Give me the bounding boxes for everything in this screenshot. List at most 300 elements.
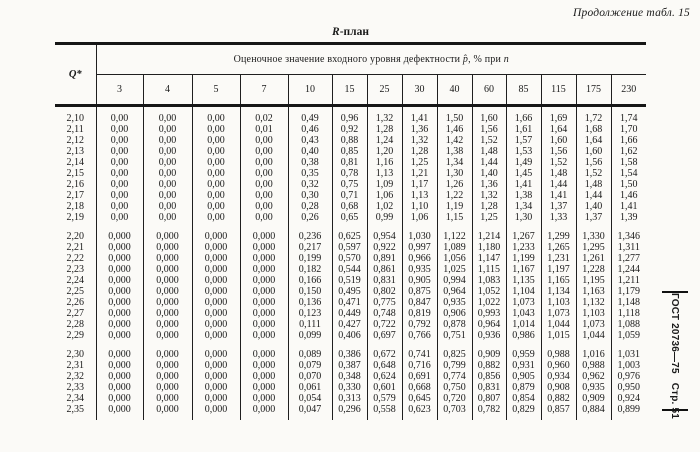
cell: 1,32 (402, 135, 437, 146)
cell: 1,48 (541, 168, 576, 179)
spacer-cell (55, 106, 96, 114)
cell: 1,211 (611, 275, 646, 286)
cell: 0,000 (96, 382, 143, 393)
n-column-header: 4 (143, 75, 192, 106)
cell: 0,00 (192, 190, 240, 201)
cell: 0,000 (192, 360, 240, 371)
cell: 1,38 (437, 146, 472, 157)
cell: 1,72 (576, 113, 611, 124)
cell: 0,570 (332, 253, 367, 264)
cell: 1,37 (541, 201, 576, 212)
cell: 0,624 (367, 371, 402, 382)
cell: 1,228 (576, 264, 611, 275)
cell: 1,25 (472, 212, 506, 223)
n-column-header: 10 (288, 75, 332, 106)
cell: 0,905 (402, 275, 437, 286)
cell: 0,000 (96, 231, 143, 242)
cell: 1,295 (576, 242, 611, 253)
table-row (55, 124, 646, 135)
spacer-cell (402, 341, 437, 349)
cell: 0,00 (240, 146, 288, 157)
cell: 1,195 (576, 275, 611, 286)
spacer-cell (96, 223, 143, 231)
q-value: 2,12 (66, 135, 84, 146)
spacer-cell (576, 223, 611, 231)
cell: 0,00 (192, 135, 240, 146)
cell: 1,044 (541, 319, 576, 330)
cell: 0,716 (402, 360, 437, 371)
cell: 0,75 (332, 179, 367, 190)
cell: 1,073 (541, 308, 576, 319)
cell: 1,056 (437, 253, 472, 264)
cell: 0,950 (611, 382, 646, 393)
cell: 1,179 (611, 286, 646, 297)
table-row (55, 231, 646, 242)
table-title-rest: -план (339, 26, 369, 38)
cell: 1,44 (541, 179, 576, 190)
cell: 0,751 (437, 330, 472, 341)
cell: 0,000 (240, 360, 288, 371)
q-value: 2,23 (66, 264, 84, 275)
table-title (55, 26, 646, 38)
cell: 1,06 (402, 212, 437, 223)
spacer-cell (332, 223, 367, 231)
cell: 0,000 (143, 371, 192, 382)
cell: 1,22 (437, 190, 472, 201)
cell: 0,123 (288, 308, 332, 319)
cell: 1,60 (472, 113, 506, 124)
cell: 0,150 (288, 286, 332, 297)
cell: 0,579 (367, 393, 402, 404)
q-value: 2,16 (66, 179, 84, 190)
cell: 1,104 (506, 286, 541, 297)
cell: 1,20 (367, 146, 402, 157)
spacer-cell (55, 223, 96, 231)
cell: 0,217 (288, 242, 332, 253)
cell: 1,199 (506, 253, 541, 264)
cell: 1,299 (541, 231, 576, 242)
table-row (55, 179, 646, 190)
cell: 1,24 (367, 135, 402, 146)
cell: 1,61 (506, 124, 541, 135)
cell: 0,000 (96, 371, 143, 382)
cell: 1,073 (506, 297, 541, 308)
cell: 1,330 (576, 231, 611, 242)
cell: 0,750 (437, 382, 472, 393)
cell: 0,136 (288, 297, 332, 308)
cell: 0,00 (240, 157, 288, 168)
cell: 0,597 (332, 242, 367, 253)
cell: 1,165 (541, 275, 576, 286)
table-row (55, 297, 646, 308)
spacer-cell (506, 106, 541, 114)
spacer-cell (541, 106, 576, 114)
cell: 1,103 (576, 308, 611, 319)
n-column-header: 15 (332, 75, 367, 106)
spacer-cell (240, 415, 288, 420)
cell: 0,00 (192, 157, 240, 168)
cell: 1,089 (437, 242, 472, 253)
cell: 0,099 (288, 330, 332, 341)
caption-mid: , % при (468, 54, 502, 65)
cell: 0,00 (96, 135, 143, 146)
cell: 0,906 (437, 308, 472, 319)
cell: 1,030 (402, 231, 437, 242)
cell: 0,000 (192, 286, 240, 297)
table-row (55, 360, 646, 371)
cell: 0,994 (437, 275, 472, 286)
q-value: 2,24 (66, 275, 84, 286)
cell: 1,44 (576, 190, 611, 201)
p-hat-symbol: p̂ (462, 54, 469, 65)
q-column-header: Q* (55, 44, 96, 106)
cell: 1,37 (576, 212, 611, 223)
spacer-cell (288, 106, 332, 114)
cell: 0,931 (506, 360, 541, 371)
cell: 0,697 (367, 330, 402, 341)
cell: 0,861 (367, 264, 402, 275)
cell: 1,28 (402, 146, 437, 157)
cell: 0,792 (402, 319, 437, 330)
spacer-cell (472, 415, 506, 420)
spacer-cell (367, 223, 402, 231)
cell: 0,000 (96, 253, 143, 264)
cell: 1,115 (472, 264, 506, 275)
cell: 0,875 (402, 286, 437, 297)
cell: 0,00 (240, 212, 288, 223)
cell: 0,000 (240, 319, 288, 330)
cell: 0,236 (288, 231, 332, 242)
cell: 1,10 (402, 201, 437, 212)
spacer-cell (611, 106, 646, 114)
cell: 1,45 (506, 168, 541, 179)
cell: 0,964 (472, 319, 506, 330)
cell: 0,766 (402, 330, 437, 341)
cell: 0,623 (402, 404, 437, 415)
cell: 0,079 (288, 360, 332, 371)
cell: 0,43 (288, 135, 332, 146)
cell: 1,50 (437, 113, 472, 124)
spacer-cell (240, 223, 288, 231)
cell: 1,46 (611, 190, 646, 201)
cell: 1,265 (541, 242, 576, 253)
cell: 0,935 (437, 297, 472, 308)
table-row (55, 113, 646, 124)
cell: 1,64 (576, 135, 611, 146)
cell: 1,32 (367, 113, 402, 124)
cell: 1,68 (576, 124, 611, 135)
n-column-header: 115 (541, 75, 576, 106)
cell: 0,000 (240, 231, 288, 242)
cell: 1,022 (472, 297, 506, 308)
q-value: 2,10 (66, 113, 84, 124)
q-value: 2,19 (66, 212, 84, 223)
cell: 0,000 (240, 330, 288, 341)
cell: 1,60 (576, 146, 611, 157)
cell: 0,782 (472, 404, 506, 415)
q-value: 2,29 (66, 330, 84, 341)
spacer-cell (96, 415, 143, 420)
cell: 0,000 (240, 382, 288, 393)
q-value: 2,11 (66, 124, 84, 135)
cell: 0,00 (143, 146, 192, 157)
cell: 0,88 (332, 135, 367, 146)
cell: 1,36 (402, 124, 437, 135)
n-column-header: 25 (367, 75, 402, 106)
spacer-cell (240, 106, 288, 114)
cell: 0,966 (402, 253, 437, 264)
cell: 0,558 (367, 404, 402, 415)
cell: 0,601 (367, 382, 402, 393)
cell: 0,054 (288, 393, 332, 404)
cell: 0,00 (143, 135, 192, 146)
cell: 0,748 (367, 308, 402, 319)
q-value: 2,32 (66, 371, 84, 382)
cell: 0,00 (192, 146, 240, 157)
q-value: 2,18 (66, 201, 84, 212)
spacer-cell (143, 106, 192, 114)
spacer-cell (288, 223, 332, 231)
span-caption (96, 44, 646, 75)
cell: 0,00 (96, 113, 143, 124)
cell: 1,180 (472, 242, 506, 253)
cell: 0,00 (96, 168, 143, 179)
cell: 0,00 (240, 201, 288, 212)
cell: 0,000 (240, 275, 288, 286)
cell: 0,000 (143, 330, 192, 341)
cell: 0,96 (332, 113, 367, 124)
cell: 0,960 (541, 360, 576, 371)
cell: 0,00 (96, 124, 143, 135)
cell: 0,856 (472, 371, 506, 382)
cell: 0,000 (143, 286, 192, 297)
cell: 0,00 (143, 190, 192, 201)
cell: 0,000 (192, 393, 240, 404)
cell: 1,48 (576, 179, 611, 190)
cell: 0,46 (288, 124, 332, 135)
spacer-cell (240, 341, 288, 349)
table-row (55, 135, 646, 146)
cell: 0,166 (288, 275, 332, 286)
cell: 1,69 (541, 113, 576, 124)
spacer-cell (541, 415, 576, 420)
gost-number: ГОСТ 20736—75 (669, 293, 680, 374)
cell: 0,85 (332, 146, 367, 157)
cell: 1,58 (611, 157, 646, 168)
cell: 1,52 (576, 168, 611, 179)
cell: 0,348 (332, 371, 367, 382)
cell: 0,997 (402, 242, 437, 253)
cell: 1,148 (611, 297, 646, 308)
n-column-header: 60 (472, 75, 506, 106)
cell: 1,70 (611, 124, 646, 135)
cell: 0,00 (143, 179, 192, 190)
spacer-cell (611, 341, 646, 349)
spacer-cell (192, 415, 240, 420)
cell: 0,00 (240, 190, 288, 201)
cell: 1,53 (506, 146, 541, 157)
cell: 0,313 (332, 393, 367, 404)
cell: 0,672 (367, 349, 402, 360)
n-column-header: 3 (96, 75, 143, 106)
cell: 0,648 (367, 360, 402, 371)
cell: 0,000 (96, 393, 143, 404)
q-value: 2,34 (66, 393, 84, 404)
cell: 1,25 (402, 157, 437, 168)
cell: 1,059 (611, 330, 646, 341)
cell: 1,32 (472, 190, 506, 201)
cell: 1,44 (472, 157, 506, 168)
cell: 0,00 (143, 201, 192, 212)
spacer-cell (288, 341, 332, 349)
cell: 0,000 (96, 308, 143, 319)
cell: 0,00 (192, 168, 240, 179)
cell: 0,00 (240, 179, 288, 190)
cell: 0,000 (240, 404, 288, 415)
cell: 1,267 (506, 231, 541, 242)
cell: 0,825 (437, 349, 472, 360)
cell: 0,000 (240, 242, 288, 253)
cell: 0,000 (192, 319, 240, 330)
cell: 1,132 (576, 297, 611, 308)
cell: 0,00 (192, 212, 240, 223)
spacer-cell (541, 341, 576, 349)
table-row (55, 404, 646, 415)
q-value: 2,22 (66, 253, 84, 264)
cell: 0,000 (143, 231, 192, 242)
table-row (55, 393, 646, 404)
n-column-header: 85 (506, 75, 541, 106)
spacer-cell (332, 341, 367, 349)
cell: 1,16 (367, 157, 402, 168)
cell: 0,000 (96, 264, 143, 275)
cell: 0,954 (367, 231, 402, 242)
spacer-cell (143, 341, 192, 349)
cell: 0,387 (332, 360, 367, 371)
cell: 0,829 (506, 404, 541, 415)
cell: 0,182 (288, 264, 332, 275)
cell: 0,000 (143, 308, 192, 319)
cell: 0,854 (506, 393, 541, 404)
spacer-cell (96, 106, 143, 114)
q-value: 2,13 (66, 146, 84, 157)
cell: 0,00 (192, 124, 240, 135)
cell: 1,135 (506, 275, 541, 286)
q-value: 2,20 (66, 231, 84, 242)
cell: 1,40 (576, 201, 611, 212)
cell: 0,000 (240, 286, 288, 297)
cell: 1,15 (437, 212, 472, 223)
cell: 0,000 (240, 297, 288, 308)
q-value: 2,17 (66, 190, 84, 201)
spacer-cell (143, 223, 192, 231)
cell: 1,016 (576, 349, 611, 360)
spacer-cell (55, 341, 96, 349)
cell: 0,061 (288, 382, 332, 393)
cell: 0,799 (437, 360, 472, 371)
cell: 0,891 (367, 253, 402, 264)
cell: 0,000 (143, 349, 192, 360)
cell: 1,02 (367, 201, 402, 212)
table-body (55, 106, 646, 421)
cell: 1,33 (541, 212, 576, 223)
cell: 1,003 (611, 360, 646, 371)
cell: 0,00 (240, 135, 288, 146)
cell: 0,92 (332, 124, 367, 135)
cell: 0,936 (472, 330, 506, 341)
cell: 1,57 (506, 135, 541, 146)
cell: 1,025 (437, 264, 472, 275)
cell: 1,30 (437, 168, 472, 179)
cell: 1,39 (611, 212, 646, 223)
cell: 0,089 (288, 349, 332, 360)
cell: 1,031 (611, 349, 646, 360)
cell: 1,26 (437, 179, 472, 190)
cell: 0,49 (288, 113, 332, 124)
cell: 0,386 (332, 349, 367, 360)
cell: 1,56 (472, 124, 506, 135)
spacer-cell (576, 341, 611, 349)
cell: 0,000 (96, 349, 143, 360)
table-row (55, 330, 646, 341)
n-header-row (55, 75, 646, 106)
cell: 1,66 (506, 113, 541, 124)
cell: 0,00 (96, 201, 143, 212)
cell: 0,047 (288, 404, 332, 415)
cell: 1,28 (472, 201, 506, 212)
cell: 0,00 (143, 157, 192, 168)
cell: 0,000 (143, 360, 192, 371)
gost-stamp-text (662, 293, 687, 420)
table-title-r: R (332, 26, 340, 38)
defect-level-table (55, 42, 646, 420)
cell: 1,233 (506, 242, 541, 253)
table-row (55, 212, 646, 223)
cell: 1,30 (506, 212, 541, 223)
cell: 0,884 (576, 404, 611, 415)
cell: 1,64 (541, 124, 576, 135)
cell: 0,908 (541, 382, 576, 393)
cell: 0,000 (192, 404, 240, 415)
spacer-cell (55, 415, 96, 420)
cell: 0,878 (437, 319, 472, 330)
cell: 1,52 (472, 135, 506, 146)
cell: 0,330 (332, 382, 367, 393)
cell: 0,000 (96, 297, 143, 308)
cell: 0,882 (541, 393, 576, 404)
cell: 0,668 (402, 382, 437, 393)
cell: 0,625 (332, 231, 367, 242)
q-value: 2,14 (66, 157, 84, 168)
table-row (55, 157, 646, 168)
cell: 0,38 (288, 157, 332, 168)
spacer-cell (611, 223, 646, 231)
table-row (55, 275, 646, 286)
cell: 0,544 (332, 264, 367, 275)
q-value: 2,25 (66, 286, 84, 297)
table-row (55, 371, 646, 382)
cell: 0,449 (332, 308, 367, 319)
cell: 1,54 (611, 168, 646, 179)
table-row (55, 168, 646, 179)
cell: 0,000 (143, 382, 192, 393)
q-value: 2,27 (66, 308, 84, 319)
cell: 0,40 (288, 146, 332, 157)
cell: 1,244 (611, 264, 646, 275)
cell: 1,197 (541, 264, 576, 275)
cell: 0,774 (437, 371, 472, 382)
cell: 0,000 (240, 393, 288, 404)
